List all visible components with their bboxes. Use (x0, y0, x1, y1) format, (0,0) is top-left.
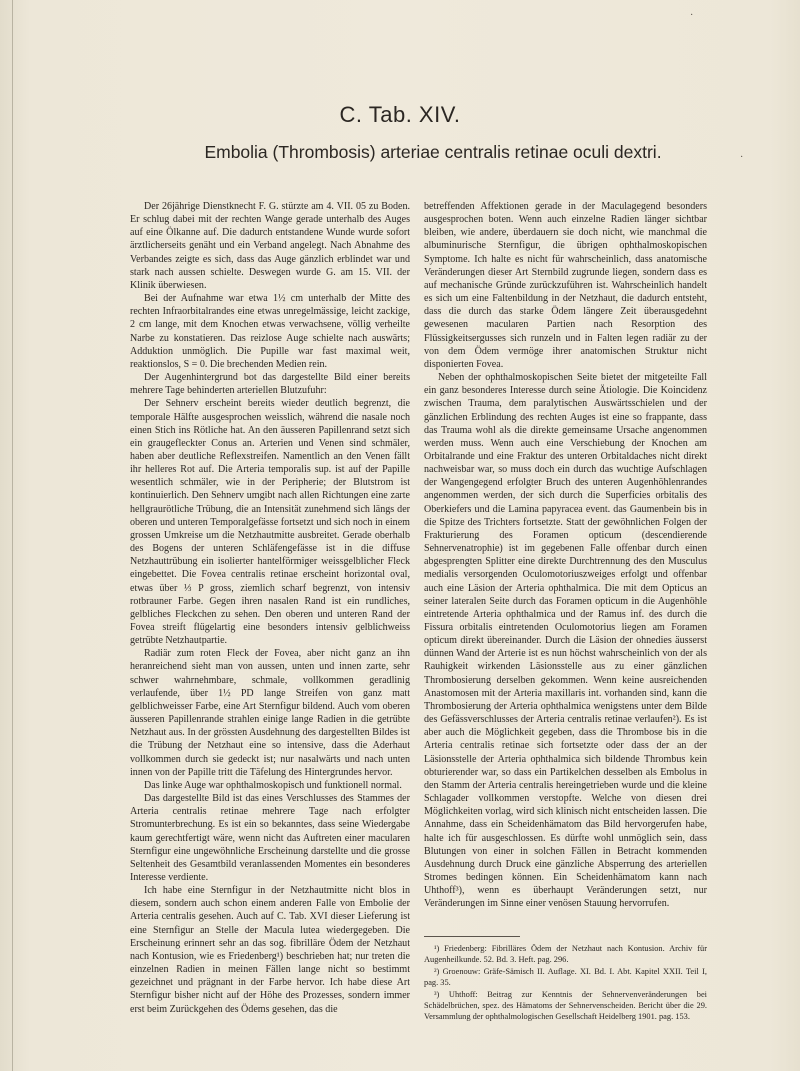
footnotes (424, 943, 707, 1023)
ink-speck: · (740, 152, 744, 163)
paragraph: Ich habe eine Sternfigur in der Netzhautmitte nicht blos in diesem, sondern auch schon einem anderen Falle von Embolie der Arteria centralis gesehen. Auch auf C. Tab. XVI dieser Lieferung ist eine Sternfigur an Stelle der Macula lutea wiedergegeben. Die Erscheinung erinnert sehr an das sog. fibrilläre Ödem der Netzhaut nach Kontusion, wie es Friedenberg¹) beschrieben hat; nur treten die einzelnen Radien in meinen Fällen lange nicht so bestimmt gezeichnet und prägnant in der Farbe hervor. Ich habe diese Art Sternfigur bisher nicht auf der Höhe des Prozesses, sondern immer erst beim Zurückgehen des Ödems gesehen, das die (130, 885, 410, 1015)
paragraph: Das linke Auge war ophthalmoskopisch und funktionell normal. (144, 779, 402, 791)
plate-title: C. Tab. XIV. (339, 102, 461, 127)
footnote-divider (424, 936, 520, 937)
left-text-column (130, 200, 410, 1016)
paragraph: Das dargestellte Bild ist das eines Verschlusses des Stammes der Arteria centralis retinae mehrere Tage nach erfolgter Stromunterbrechung. Es ist ein so bekanntes, dass seine Wiedergabe kaum gerechtfertigt wäre, wenn nicht das Auftreten einer macularen Sternfigur eine ungewöhnliche Erscheinung darstellte und die grosse Seltenheit des Gesamtbild veranlassenden Momentes ein besonderes Interesse verdiente. (130, 793, 410, 883)
paragraph: Radiär zum roten Fleck der Fovea, aber nicht ganz an ihn heranreichend sieht man von aussen, unten und innen zarte, sehr schwer wahrnehmbare, schmale, vollkommen geradlinig verlaufende, über 1½ PD lange Streifen von ganz matt gelblichweisser Farbe, eine Art Sternfigur bildend. Auch vom oberen äusseren Papillenrande strahlen einige lange Radien in die getrübte Netzhaut aus. In der grössten Ausdehnung des dargestellten Bildes ist die Trübung der Netzhaut eine so intensive, dass die Aderhaut vollkommen durch sie gedeckt ist; nur nasalwärts und nach unten innen von der Papille tritt die Täfelung des Hintergrundes hervor. (130, 648, 410, 778)
right-text-column (424, 200, 707, 910)
footnote: ²) Groenouw: Gräfe-Sämisch II. Auflage. XI. Bd. I. Abt. Kapitel XXII. Teil I, pag. 35. (424, 967, 707, 987)
paragraph: Der Sehnerv erscheint bereits wieder deutlich begrenzt, die temporale Hälfte ausgesprochen weisslich, während die nasale noch einen Stich ins Rötliche hat. An den äusseren Papillenrand setzt sich ein graugefleckter Conus an. Arterien und Venen sind schmäler, haben aber deutliche Reflexstreifen. Namentlich an den Venen fällt ihr helleres Rot auf. Die Arteria temporalis sup. ist auf der Papille wesentlich schmäler, wie in der Peripherie; der Blutstrom ist kontinuierlich. Den Sehnerv umgibt nach allen Richtungen eine zarte hellgraurötliche Trübung, die an Intensität zunehmend sich längs der oberen und unteren Temporalgefässe fortsetzt und sich noch in einem grossen Umkreise um die Netzhautmitte ausbreitet. Gerade oberhalb des Bogens der unteren Schläfengefässe ist in die diffuse Netzhauttrübung ein isolierter hantelförmiger weissgelblicher Fleck eingebettet. Die Fovea centralis retinae erscheint horizontal oval, etwas über ⅓ P gross, ziemlich scharf begrenzt, von intensiv rotbrauner Farbe. Gegen ihren nasalen Rand ist ein rundliches, gelbliches Fleckchen zu sehen. Den oberen und unteren Rand der Fovea streift flügelartig eine besonders intensiv gelblichweiss getrübte Netzhautpartie. (130, 398, 410, 647)
paragraph: Der 26jährige Dienstknecht F. G. stürzte am 4. VII. 05 zu Boden. Er schlug dabei mit der rechten Wange gerade unterhalb des Auges auf eine Ölkanne auf. Die dadurch entstandene Wunde wurde sofort ärztlicherseits genäht und ein Verband angelegt. Nach Abnahme des Verbandes zeigte es sich, dass das Auge gänzlich erblindet war und stark nach aussen schielte. Deswegen wurde G. am 15. VII. der Klinik überwiesen. (130, 201, 410, 291)
footnote: ³) Uhthoff: Beitrag zur Kenntnis der Sehnervenveränderungen bei Schädelbrüchen, spez. des Hämatoms der Sehnervenscheiden. Bericht über die 29. Versammlung der ophthalmologischen Gesellschaft Heidelberg 1901. pag. 153. (424, 990, 707, 1021)
ink-speck: · (690, 10, 694, 21)
paragraph: betreffenden Affektionen gerade in der Maculagegend besonders ausgesprochen boten. Wenn auch einzelne Radien länger sichtbar bleiben, wie andere, überdauern sie doch nicht, wie manchmal die albuminurische Sternfigur, die übrigen ophthalmoskopischen Symptome. Ich halte es nicht für wahrscheinlich, dass anatomische Veränderungen dieser Art Sternbild zugrunde liegen, sondern dass es auf mechanische Gründe zurückzuführen ist. Wahrscheinlich handelt es sich um eine Faltenbildung in der Netzhaut, die dadurch entsteht, dass die durch das starke Ödem längere Zeit überausgedehnt gewesenen macularen Partien nach Resorption des Flüssigkeitsergusses sich runzeln und in Falten legen radiär zu der von dem Ödem vermöge ihrer anatomischen Struktur nicht disponierten Fovea. (424, 201, 707, 370)
footnote: ¹) Friedenberg: Fibrilläres Ödem der Netzhaut nach Kontusion. Archiv für Augenheilkunde. 52. Bd. 3. Heft. pag. 296. (424, 944, 707, 964)
paragraph: Der Augenhintergrund bot das dargestellte Bild einer bereits mehrere Tage behinderten arteriellen Blutzufuhr: (130, 372, 410, 397)
paragraph: Neben der ophthalmoskopischen Seite bietet der mitgeteilte Fall ein ganz besonderes Interesse durch seine Ätiologie. Die Koincidenz zwischen Trauma, dem paralytischen Auswärtsschielen und der gänzlichen Erblindung des rechten Auges ist eine so frappante, dass das Trauma wohl als die direkte gemeinsame Ursache angenommen werden muss. Wenn auch eine Verschiebung der Knochen am Orbitalrande und eine Fraktur des unteren Orbitaldaches nicht direkt nachweisbar war, so muss doch ein durch das wuchtige Aufschlagen der Wangengegend erfolgter Bruch des unteren Augenhöhlenrandes angenommen werden, der sich durch die Superficies orbitalis des Oberkiefers und die Lamina papyracea event. das Gaumenbein bis in die Spitze des Trichters fortsetzte. Statt der gewöhnlichen Folgen der Frakturierung des Foramen opticum (descendierende Sehnervenatrophie) ist im gegebenen Falle offenbar durch einen abgesprengten Splitter eine direkte Durchtrennung des den Musculus medialis versorgenden Oculomotoriuszweiges erfolgt und offenbar auch eine Läsion der Arteria ophthalmica. Die mit dem Opticus an seiner lateralen Seite durch das Foramen opticum in die Augenhöhle eintretende Arteria ophthalmica und der Ramus inf. des durch die Fissura orbitalis eintretenden Oculomotorius liegen am Foramen opticum direkt übereinander. Durch die Läsion der ohnedies äusserst dünnen Wand der Arterie ist es nun höchst wahrscheinlich von der als Rauhigkeit wirkenden Läsionsstelle aus zu einer gänzlichen Thrombosierung derselben gekommen. Wenn keine ausreichenden Anastomosen mit der Arteria maxillaris int. vorhanden sind, kann die Thrombosierung der Arteria ophthalmica wenigstens unter dem Bilde des Gefässverschlusses der Arteria centralis retinae verlaufen²). Es ist aber auch die Möglichkeit gegeben, dass die Thrombose bis in die Arteria centralis retinae sich fortsetzte oder dass der an der Läsionsstelle der Arteria ophthalmica sich bildende Thrombus kein obturierender war, so dass ein Partikelchen desselben als Embolus in den Stamm der Arteria centralis hereingetrieben wurde und die kleine Schlagader vollkommen verstopfte. Welche von diesen drei Möglichkeiten vorlag, wird sich klinisch nicht entscheiden lassen. Die Annahme, dass ein Scheidenhämatom das Bild hervorgerufen habe, halte ich für ausgeschlossen. Es dürfte wohl unmöglich sein, dass Blutungen von einer in solchen Fällen in Betracht kommenden Ausdehnung durch Druck eine gänzliche Absperrung des arteriellen Stromes bedingen können. Ein Scheidenhämatom kann nach Uhthoff³), wenn es überhaupt Veränderungen setzt, nur Veränderungen im Sinne einer venösen Stauung hervorrufen. (424, 372, 707, 910)
page-subtitle: Embolia (Thrombosis) arteriae centralis retinae oculi dextri. (204, 142, 662, 162)
paragraph: Bei der Aufnahme war etwa 1½ cm unterhalb der Mitte des rechten Infraorbitalrandes eine etwas unregelmässige, leicht zackige, 2 cm lange, mit dem Knochen etwas verwachsene, völlig verheilte Narbe zu konstatieren. Das reizlose Auge schielte nach auswärts; Adduktion unmöglich. Die Pupille war fast maximal weit, reaktionslos, S = 0. Die brechenden Medien rein. (130, 293, 410, 370)
